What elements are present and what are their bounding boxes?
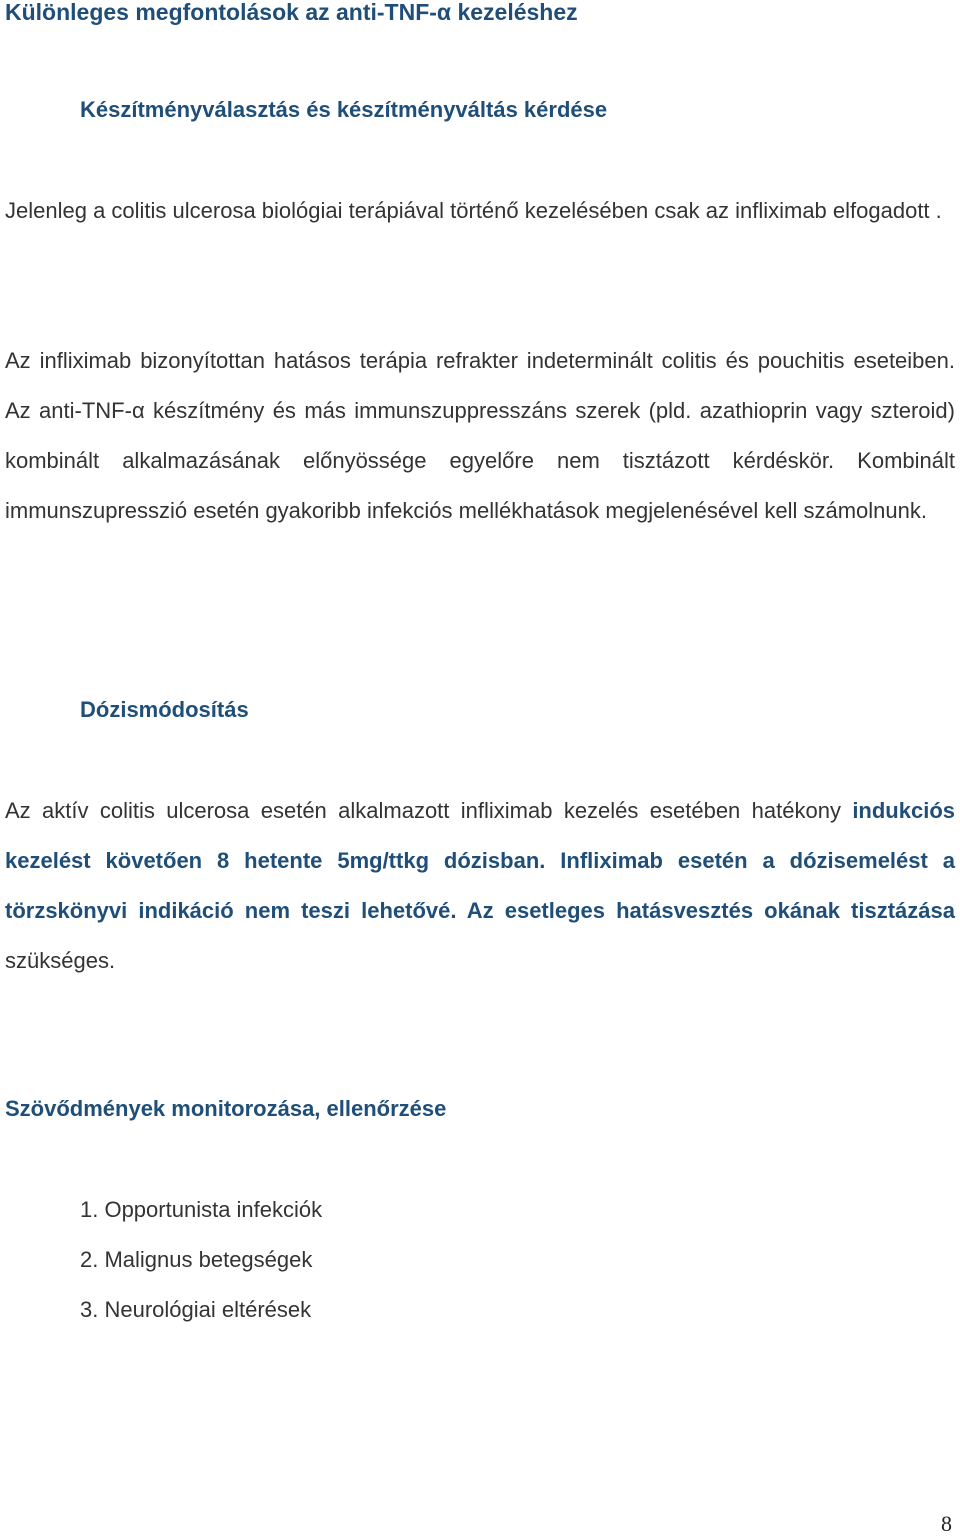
page-title: Különleges megfontolások az anti-TNF-α kezeléshez	[5, 0, 578, 25]
dose-text-normal-start: Az aktív colitis ulcerosa esetén alkalmazott infliximab kezelés esetében hatékony	[5, 798, 853, 823]
dose-text-bold: indukciós kezelést követően 8 hetente 5mg/ttkg dózisban. Infliximab esetén a dózisemelést a törzskönyvi indikáció nem teszi lehetővé. Az esetleges hatásvesztés okának tisztázása	[5, 798, 955, 923]
section-heading-complications: Szövődmények monitorozása, ellenőrzése	[5, 1096, 447, 1121]
list-item-malignancies: 2. Malignus betegségek	[80, 1247, 313, 1272]
list-item-neurological: 3. Neurológiai eltérések	[80, 1297, 312, 1322]
section-heading-dose-modification: Dózismódosítás	[80, 697, 249, 722]
page-number: 8	[941, 1511, 952, 1536]
dose-text-normal-end: szükséges.	[5, 948, 116, 973]
paragraph-infliximab-accepted: Jelenleg a colitis ulcerosa biológiai terápiával történő kezelésében csak az infliximab elfogadott .	[5, 198, 942, 223]
section-heading-product-selection: Készítményválasztás és készítményváltás kérdése	[80, 97, 608, 122]
paragraph-combination-therapy: Az infliximab bizonyítottan hatásos terápia refrakter indeterminált colitis és pouchitis eseteiben. Az anti-TNF-α készítmény és más immunszuppresszáns szerek (pld. azathioprin vagy szteroid) kombinált alkalmazásának előnyössége egyelőre nem tisztázott kérdéskör. Kombinált immunszupresszió esetén gyakoribb infekciós mellékhatások megjelenésével kell számolnunk.	[5, 348, 955, 523]
paragraph-dose-modification	[5, 786, 955, 986]
list-item-opportunistic-infections: 1. Opportunista infekciók	[80, 1197, 323, 1222]
